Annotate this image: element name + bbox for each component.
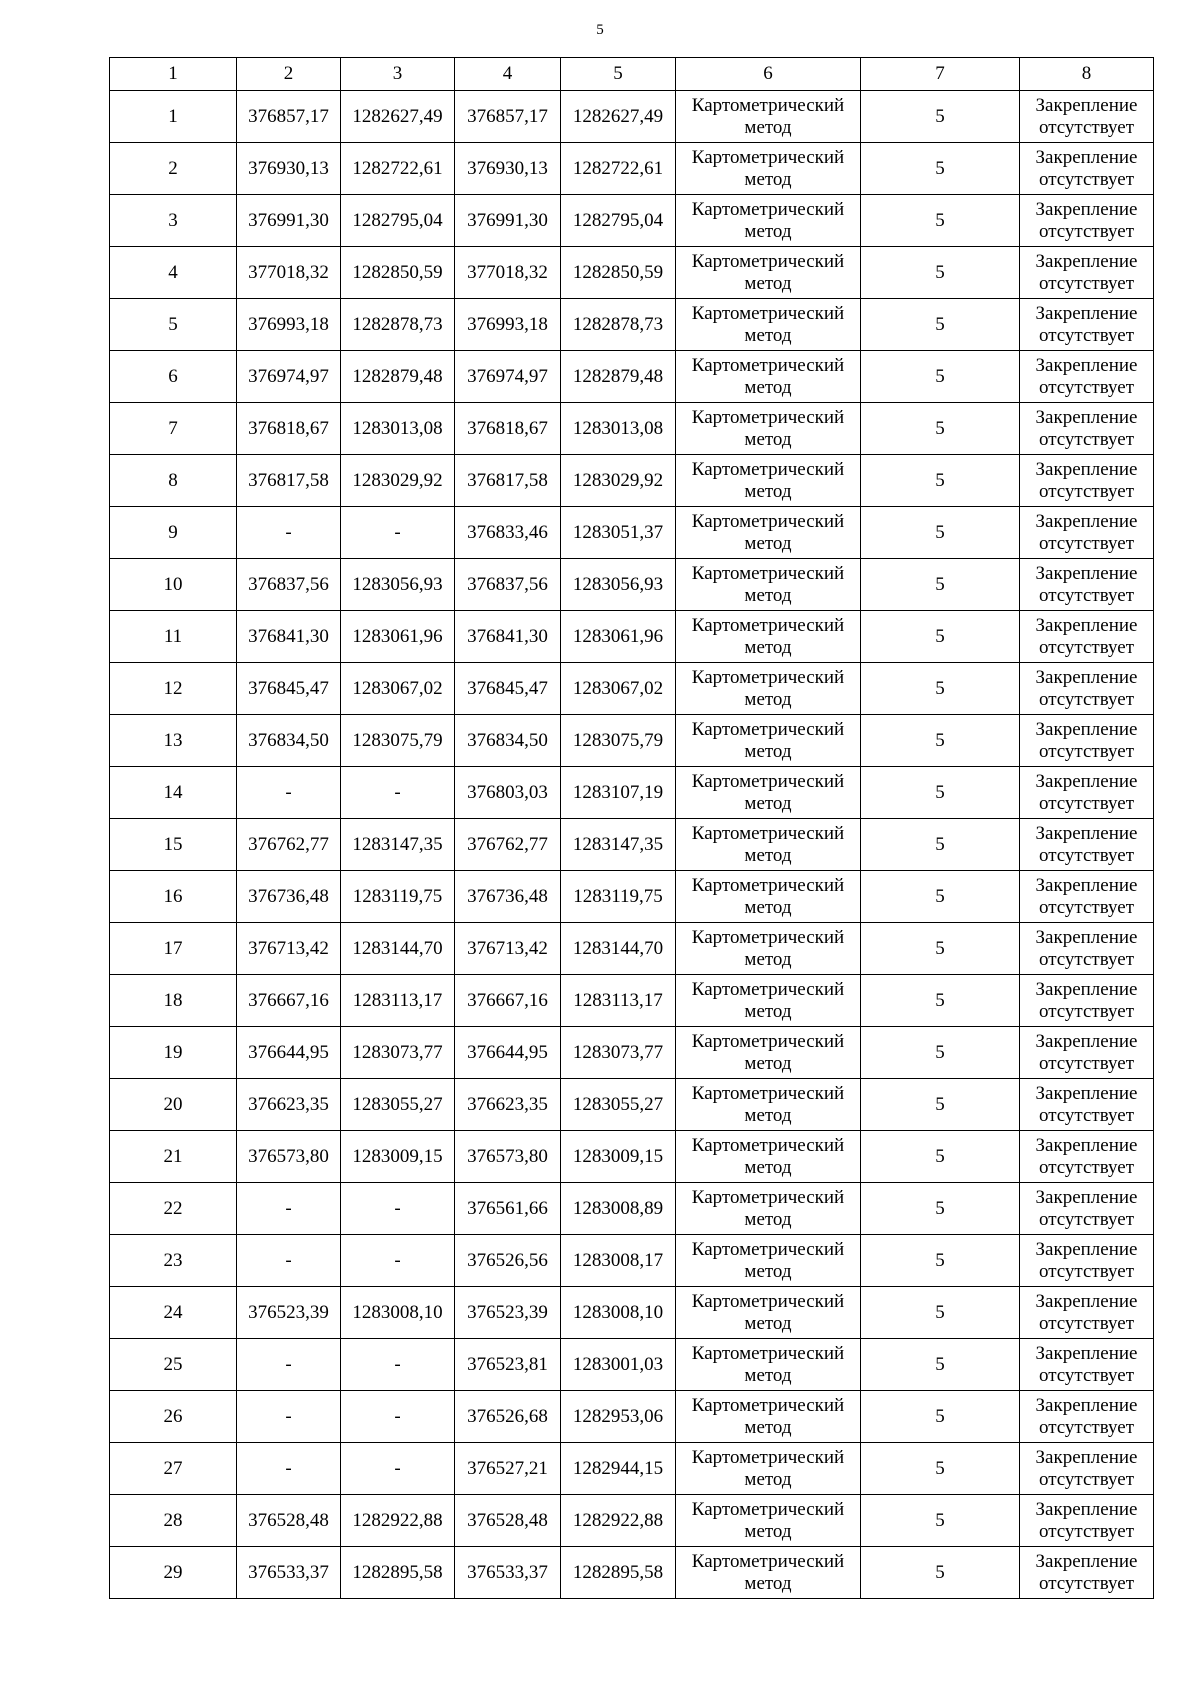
x-refined-cell: 376818,67: [455, 403, 561, 455]
accuracy-cell: 5: [861, 767, 1020, 819]
accuracy-cell: 5: [861, 923, 1020, 975]
x-existing-cell: -: [237, 767, 341, 819]
marking-cell: Закрепление отсутствует: [1020, 559, 1154, 611]
x-refined-cell: 376523,39: [455, 1287, 561, 1339]
x-existing-cell: 376644,95: [237, 1027, 341, 1079]
x-refined-cell: 376736,48: [455, 871, 561, 923]
header-cell: 6: [676, 58, 861, 91]
table-row: [110, 1079, 1154, 1131]
header-cell: 2: [237, 58, 341, 91]
x-existing-cell: -: [237, 1391, 341, 1443]
marking-cell: Закрепление отсутствует: [1020, 819, 1154, 871]
point-number-cell: 24: [110, 1287, 237, 1339]
y-refined-cell: 1282922,88: [561, 1495, 676, 1547]
y-refined-cell: 1283008,10: [561, 1287, 676, 1339]
y-existing-cell: 1282850,59: [341, 247, 455, 299]
x-refined-cell: 376526,68: [455, 1391, 561, 1443]
method-cell: Картометрический метод: [676, 1027, 861, 1079]
accuracy-cell: 5: [861, 507, 1020, 559]
accuracy-cell: 5: [861, 1079, 1020, 1131]
accuracy-cell: 5: [861, 871, 1020, 923]
accuracy-cell: 5: [861, 247, 1020, 299]
method-cell: Картометрический метод: [676, 611, 861, 663]
header-row: [110, 58, 1154, 91]
y-existing-cell: 1283073,77: [341, 1027, 455, 1079]
y-existing-cell: 1283029,92: [341, 455, 455, 507]
method-cell: Картометрический метод: [676, 819, 861, 871]
marking-cell: Закрепление отсутствует: [1020, 507, 1154, 559]
point-number-cell: 15: [110, 819, 237, 871]
point-number-cell: 7: [110, 403, 237, 455]
table-row: [110, 1131, 1154, 1183]
x-refined-cell: 376991,30: [455, 195, 561, 247]
header-cell: 1: [110, 58, 237, 91]
marking-cell: Закрепление отсутствует: [1020, 1027, 1154, 1079]
point-number-cell: 13: [110, 715, 237, 767]
marking-cell: Закрепление отсутствует: [1020, 195, 1154, 247]
point-number-cell: 8: [110, 455, 237, 507]
coordinates-table: [109, 57, 1154, 1599]
x-refined-cell: 376523,81: [455, 1339, 561, 1391]
x-refined-cell: 376803,03: [455, 767, 561, 819]
point-number-cell: 1: [110, 91, 237, 143]
y-existing-cell: -: [341, 1235, 455, 1287]
point-number-cell: 11: [110, 611, 237, 663]
y-existing-cell: 1282878,73: [341, 299, 455, 351]
x-existing-cell: 376713,42: [237, 923, 341, 975]
marking-cell: Закрепление отсутствует: [1020, 1339, 1154, 1391]
method-cell: Картометрический метод: [676, 1495, 861, 1547]
marking-cell: Закрепление отсутствует: [1020, 1547, 1154, 1599]
table-row: [110, 1443, 1154, 1495]
header-cell: 4: [455, 58, 561, 91]
y-refined-cell: 1283013,08: [561, 403, 676, 455]
x-refined-cell: 376644,95: [455, 1027, 561, 1079]
method-cell: Картометрический метод: [676, 455, 861, 507]
method-cell: Картометрический метод: [676, 559, 861, 611]
table-row: [110, 871, 1154, 923]
y-refined-cell: 1283061,96: [561, 611, 676, 663]
point-number-cell: 3: [110, 195, 237, 247]
point-number-cell: 10: [110, 559, 237, 611]
table-row: [110, 1339, 1154, 1391]
table-row: [110, 143, 1154, 195]
y-existing-cell: 1283067,02: [341, 663, 455, 715]
y-refined-cell: 1283075,79: [561, 715, 676, 767]
y-existing-cell: 1283056,93: [341, 559, 455, 611]
x-existing-cell: -: [237, 1339, 341, 1391]
x-existing-cell: -: [237, 1443, 341, 1495]
table-row: [110, 1027, 1154, 1079]
y-refined-cell: 1283056,93: [561, 559, 676, 611]
y-refined-cell: 1282944,15: [561, 1443, 676, 1495]
x-existing-cell: 376930,13: [237, 143, 341, 195]
marking-cell: Закрепление отсутствует: [1020, 247, 1154, 299]
method-cell: Картометрический метод: [676, 1235, 861, 1287]
marking-cell: Закрепление отсутствует: [1020, 351, 1154, 403]
method-cell: Картометрический метод: [676, 91, 861, 143]
y-refined-cell: 1282850,59: [561, 247, 676, 299]
y-refined-cell: 1282879,48: [561, 351, 676, 403]
x-existing-cell: 377018,32: [237, 247, 341, 299]
y-refined-cell: 1283119,75: [561, 871, 676, 923]
table-row: [110, 663, 1154, 715]
method-cell: Картометрический метод: [676, 767, 861, 819]
x-refined-cell: 376561,66: [455, 1183, 561, 1235]
marking-cell: Закрепление отсутствует: [1020, 143, 1154, 195]
marking-cell: Закрепление отсутствует: [1020, 1079, 1154, 1131]
table-row: [110, 767, 1154, 819]
accuracy-cell: 5: [861, 1183, 1020, 1235]
accuracy-cell: 5: [861, 1287, 1020, 1339]
x-refined-cell: 376837,56: [455, 559, 561, 611]
y-existing-cell: 1283147,35: [341, 819, 455, 871]
point-number-cell: 4: [110, 247, 237, 299]
y-existing-cell: 1283009,15: [341, 1131, 455, 1183]
x-refined-cell: 376528,48: [455, 1495, 561, 1547]
marking-cell: Закрепление отсутствует: [1020, 871, 1154, 923]
point-number-cell: 18: [110, 975, 237, 1027]
table-row: [110, 1391, 1154, 1443]
x-refined-cell: 376713,42: [455, 923, 561, 975]
x-existing-cell: 376991,30: [237, 195, 341, 247]
method-cell: Картометрический метод: [676, 1339, 861, 1391]
x-refined-cell: 376845,47: [455, 663, 561, 715]
point-number-cell: 27: [110, 1443, 237, 1495]
y-refined-cell: 1283029,92: [561, 455, 676, 507]
y-existing-cell: 1282627,49: [341, 91, 455, 143]
table-row: [110, 351, 1154, 403]
marking-cell: Закрепление отсутствует: [1020, 1391, 1154, 1443]
marking-cell: Закрепление отсутствует: [1020, 611, 1154, 663]
x-existing-cell: 376834,50: [237, 715, 341, 767]
table-row: [110, 299, 1154, 351]
x-existing-cell: 376845,47: [237, 663, 341, 715]
page-number: 5: [596, 22, 604, 38]
x-existing-cell: 376818,67: [237, 403, 341, 455]
x-refined-cell: 376857,17: [455, 91, 561, 143]
accuracy-cell: 5: [861, 1391, 1020, 1443]
x-refined-cell: 376841,30: [455, 611, 561, 663]
point-number-cell: 9: [110, 507, 237, 559]
x-refined-cell: 376533,37: [455, 1547, 561, 1599]
y-existing-cell: 1283119,75: [341, 871, 455, 923]
accuracy-cell: 5: [861, 975, 1020, 1027]
method-cell: Картометрический метод: [676, 1183, 861, 1235]
x-refined-cell: 376526,56: [455, 1235, 561, 1287]
marking-cell: Закрепление отсутствует: [1020, 975, 1154, 1027]
y-refined-cell: 1283113,17: [561, 975, 676, 1027]
x-existing-cell: 376573,80: [237, 1131, 341, 1183]
method-cell: Картометрический метод: [676, 1131, 861, 1183]
marking-cell: Закрепление отсутствует: [1020, 663, 1154, 715]
x-refined-cell: 376833,46: [455, 507, 561, 559]
accuracy-cell: 5: [861, 1495, 1020, 1547]
table-row: [110, 1547, 1154, 1599]
y-existing-cell: -: [341, 1443, 455, 1495]
x-existing-cell: 376841,30: [237, 611, 341, 663]
x-refined-cell: 376930,13: [455, 143, 561, 195]
method-cell: Картометрический метод: [676, 507, 861, 559]
y-refined-cell: 1282895,58: [561, 1547, 676, 1599]
y-existing-cell: 1282722,61: [341, 143, 455, 195]
y-existing-cell: 1282795,04: [341, 195, 455, 247]
accuracy-cell: 5: [861, 1235, 1020, 1287]
x-existing-cell: -: [237, 507, 341, 559]
table-body: [110, 58, 1154, 1599]
x-refined-cell: 376527,21: [455, 1443, 561, 1495]
accuracy-cell: 5: [861, 611, 1020, 663]
table-row: [110, 455, 1154, 507]
method-cell: Картометрический метод: [676, 1079, 861, 1131]
y-refined-cell: 1282627,49: [561, 91, 676, 143]
point-number-cell: 29: [110, 1547, 237, 1599]
accuracy-cell: 5: [861, 1547, 1020, 1599]
marking-cell: Закрепление отсутствует: [1020, 923, 1154, 975]
y-existing-cell: 1283055,27: [341, 1079, 455, 1131]
y-existing-cell: -: [341, 507, 455, 559]
x-refined-cell: 376762,77: [455, 819, 561, 871]
x-existing-cell: 376523,39: [237, 1287, 341, 1339]
y-refined-cell: 1283001,03: [561, 1339, 676, 1391]
point-number-cell: 6: [110, 351, 237, 403]
accuracy-cell: 5: [861, 1131, 1020, 1183]
accuracy-cell: 5: [861, 195, 1020, 247]
method-cell: Картометрический метод: [676, 403, 861, 455]
y-refined-cell: 1283073,77: [561, 1027, 676, 1079]
point-number-cell: 23: [110, 1235, 237, 1287]
y-refined-cell: 1283144,70: [561, 923, 676, 975]
marking-cell: Закрепление отсутствует: [1020, 455, 1154, 507]
table-row: [110, 1235, 1154, 1287]
table-row: [110, 247, 1154, 299]
y-refined-cell: 1283008,17: [561, 1235, 676, 1287]
y-existing-cell: -: [341, 767, 455, 819]
x-existing-cell: -: [237, 1235, 341, 1287]
table-row: [110, 559, 1154, 611]
x-existing-cell: 376857,17: [237, 91, 341, 143]
accuracy-cell: 5: [861, 1339, 1020, 1391]
point-number-cell: 14: [110, 767, 237, 819]
y-existing-cell: -: [341, 1391, 455, 1443]
accuracy-cell: 5: [861, 143, 1020, 195]
point-number-cell: 21: [110, 1131, 237, 1183]
y-existing-cell: 1282879,48: [341, 351, 455, 403]
y-refined-cell: 1283051,37: [561, 507, 676, 559]
method-cell: Картометрический метод: [676, 143, 861, 195]
accuracy-cell: 5: [861, 351, 1020, 403]
method-cell: Картометрический метод: [676, 247, 861, 299]
y-refined-cell: 1283067,02: [561, 663, 676, 715]
table-row: [110, 91, 1154, 143]
table-row: [110, 923, 1154, 975]
marking-cell: Закрепление отсутствует: [1020, 1287, 1154, 1339]
x-existing-cell: 376533,37: [237, 1547, 341, 1599]
table-row: [110, 1183, 1154, 1235]
method-cell: Картометрический метод: [676, 1287, 861, 1339]
x-existing-cell: 376837,56: [237, 559, 341, 611]
marking-cell: Закрепление отсутствует: [1020, 299, 1154, 351]
accuracy-cell: 5: [861, 91, 1020, 143]
x-refined-cell: 376623,35: [455, 1079, 561, 1131]
y-refined-cell: 1282953,06: [561, 1391, 676, 1443]
accuracy-cell: 5: [861, 455, 1020, 507]
method-cell: Картометрический метод: [676, 663, 861, 715]
y-existing-cell: 1283013,08: [341, 403, 455, 455]
x-refined-cell: 376993,18: [455, 299, 561, 351]
point-number-cell: 25: [110, 1339, 237, 1391]
marking-cell: Закрепление отсутствует: [1020, 1131, 1154, 1183]
table-row: [110, 1287, 1154, 1339]
header-cell: 8: [1020, 58, 1154, 91]
x-refined-cell: 376667,16: [455, 975, 561, 1027]
point-number-cell: 28: [110, 1495, 237, 1547]
point-number-cell: 26: [110, 1391, 237, 1443]
accuracy-cell: 5: [861, 299, 1020, 351]
point-number-cell: 19: [110, 1027, 237, 1079]
accuracy-cell: 5: [861, 663, 1020, 715]
method-cell: Картометрический метод: [676, 299, 861, 351]
y-existing-cell: 1283144,70: [341, 923, 455, 975]
marking-cell: Закрепление отсутствует: [1020, 1495, 1154, 1547]
marking-cell: Закрепление отсутствует: [1020, 767, 1154, 819]
y-existing-cell: 1282895,58: [341, 1547, 455, 1599]
y-existing-cell: 1283113,17: [341, 975, 455, 1027]
table-row: [110, 715, 1154, 767]
point-number-cell: 17: [110, 923, 237, 975]
y-refined-cell: 1282795,04: [561, 195, 676, 247]
y-refined-cell: 1282878,73: [561, 299, 676, 351]
marking-cell: Закрепление отсутствует: [1020, 1183, 1154, 1235]
accuracy-cell: 5: [861, 559, 1020, 611]
y-existing-cell: 1283061,96: [341, 611, 455, 663]
marking-cell: Закрепление отсутствует: [1020, 715, 1154, 767]
x-existing-cell: 376762,77: [237, 819, 341, 871]
accuracy-cell: 5: [861, 1027, 1020, 1079]
table-row: [110, 195, 1154, 247]
y-refined-cell: 1283009,15: [561, 1131, 676, 1183]
method-cell: Картометрический метод: [676, 975, 861, 1027]
method-cell: Картометрический метод: [676, 1391, 861, 1443]
accuracy-cell: 5: [861, 819, 1020, 871]
y-refined-cell: 1283008,89: [561, 1183, 676, 1235]
x-existing-cell: 376623,35: [237, 1079, 341, 1131]
x-refined-cell: 376834,50: [455, 715, 561, 767]
y-existing-cell: 1283075,79: [341, 715, 455, 767]
x-existing-cell: 376667,16: [237, 975, 341, 1027]
point-number-cell: 5: [110, 299, 237, 351]
header-cell: 3: [341, 58, 455, 91]
y-existing-cell: 1283008,10: [341, 1287, 455, 1339]
header-cell: 5: [561, 58, 676, 91]
x-existing-cell: -: [237, 1183, 341, 1235]
method-cell: Картометрический метод: [676, 871, 861, 923]
table-row: [110, 975, 1154, 1027]
y-existing-cell: -: [341, 1183, 455, 1235]
marking-cell: Закрепление отсутствует: [1020, 91, 1154, 143]
x-refined-cell: 376573,80: [455, 1131, 561, 1183]
accuracy-cell: 5: [861, 1443, 1020, 1495]
x-refined-cell: 376974,97: [455, 351, 561, 403]
accuracy-cell: 5: [861, 403, 1020, 455]
method-cell: Картометрический метод: [676, 1443, 861, 1495]
point-number-cell: 22: [110, 1183, 237, 1235]
y-refined-cell: 1283107,19: [561, 767, 676, 819]
marking-cell: Закрепление отсутствует: [1020, 1235, 1154, 1287]
table-row: [110, 1495, 1154, 1547]
x-refined-cell: 376817,58: [455, 455, 561, 507]
table-row: [110, 819, 1154, 871]
method-cell: Картометрический метод: [676, 923, 861, 975]
method-cell: Картометрический метод: [676, 351, 861, 403]
marking-cell: Закрепление отсутствует: [1020, 403, 1154, 455]
x-existing-cell: 376974,97: [237, 351, 341, 403]
header-cell: 7: [861, 58, 1020, 91]
method-cell: Картометрический метод: [676, 1547, 861, 1599]
point-number-cell: 16: [110, 871, 237, 923]
point-number-cell: 2: [110, 143, 237, 195]
table-row: [110, 507, 1154, 559]
x-existing-cell: 376528,48: [237, 1495, 341, 1547]
x-refined-cell: 377018,32: [455, 247, 561, 299]
point-number-cell: 12: [110, 663, 237, 715]
accuracy-cell: 5: [861, 715, 1020, 767]
method-cell: Картометрический метод: [676, 715, 861, 767]
x-existing-cell: 376817,58: [237, 455, 341, 507]
y-existing-cell: -: [341, 1339, 455, 1391]
marking-cell: Закрепление отсутствует: [1020, 1443, 1154, 1495]
y-refined-cell: 1283055,27: [561, 1079, 676, 1131]
x-existing-cell: 376993,18: [237, 299, 341, 351]
y-refined-cell: 1282722,61: [561, 143, 676, 195]
table-row: [110, 403, 1154, 455]
y-refined-cell: 1283147,35: [561, 819, 676, 871]
point-number-cell: 20: [110, 1079, 237, 1131]
table-row: [110, 611, 1154, 663]
x-existing-cell: 376736,48: [237, 871, 341, 923]
y-existing-cell: 1282922,88: [341, 1495, 455, 1547]
method-cell: Картометрический метод: [676, 195, 861, 247]
